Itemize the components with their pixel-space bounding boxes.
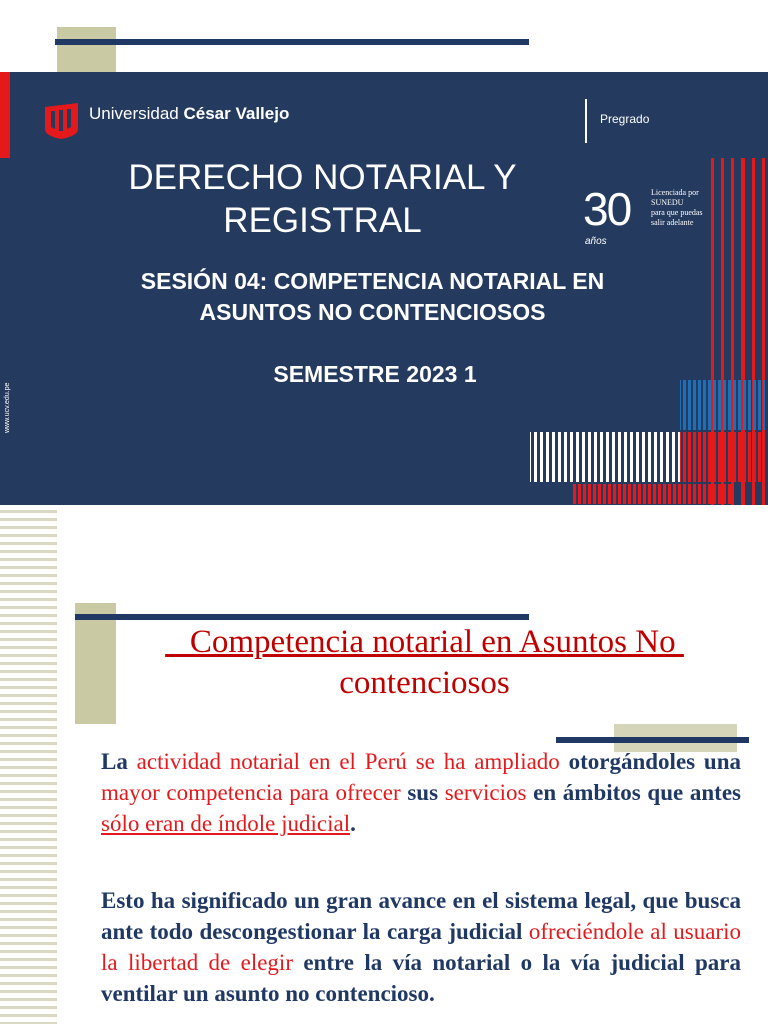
- red-edge-bar: [0, 72, 10, 158]
- session-title-line1: SESIÓN 04: COMPETENCIA NOTARIAL EN: [140, 268, 605, 294]
- license-line: para que puedas: [651, 208, 703, 217]
- highlight-text: servicios: [444, 780, 527, 805]
- slide-heading-line2: contenciosos: [339, 665, 510, 701]
- header-divider: [585, 99, 587, 143]
- ucv-logo: [45, 103, 78, 139]
- olive-accent-block: [57, 27, 116, 73]
- slide-heading-line1: Competencia notarial en Asuntos No: [165, 624, 684, 660]
- semester-label: SEMESTRE 2023 1: [273, 361, 477, 387]
- highlight-text: ofreciéndole al usuario la libertad de elegir: [101, 919, 741, 975]
- program-tag: Pregrado: [600, 112, 650, 126]
- text-run: Esto ha significado un gran avance en el sistema legal, que busca ante todo descongestionar la carga judicial: [101, 888, 741, 944]
- text-run: entre la vía notarial o la vía judicial para ventilar un asunto no contencioso.: [101, 950, 741, 1006]
- striped-side-pattern: [0, 505, 57, 1024]
- top-rule: [75, 614, 529, 620]
- underlined-highlight-text: sólo eran de índole judicial: [101, 811, 351, 836]
- paragraph-progress: [101, 885, 741, 1009]
- decorative-barcode-stripes: [528, 150, 768, 505]
- course-title: [70, 156, 575, 242]
- text-run: en ámbitos que antes: [526, 780, 741, 805]
- anniversary-word: años: [585, 236, 607, 247]
- title-slide: [0, 0, 768, 505]
- top-rule: [55, 39, 529, 45]
- highlight-text: mayor competencia para ofrecer: [101, 780, 401, 805]
- brand-regular: Universidad: [89, 104, 184, 123]
- divider-rule: [556, 737, 749, 743]
- license-line: SUNEDU: [651, 198, 684, 207]
- highlight-text: actividad notarial en el Perú se: [136, 749, 444, 774]
- anniversary-number: 30: [583, 183, 631, 235]
- course-title-line2: REGISTRAL: [223, 201, 422, 240]
- license-line: Licenciada por: [651, 188, 699, 197]
- brand-bold: César Vallejo: [183, 104, 290, 123]
- website-url: www.ucv.edu.pe: [4, 382, 11, 433]
- university-name: [89, 104, 289, 124]
- text-run: otorgándoles una: [568, 749, 742, 774]
- paragraph-activity: [101, 746, 741, 839]
- slide-heading: [82, 622, 767, 704]
- license-line: salir adelante: [651, 218, 694, 227]
- highlight-text: ha ampliado: [443, 749, 560, 774]
- text-run: .: [350, 811, 356, 836]
- text-run: sus: [400, 780, 445, 805]
- session-title-line2: ASUNTOS NO CONTENCIOSOS: [199, 299, 546, 325]
- text-run: La: [101, 749, 137, 774]
- course-title-line1: DERECHO NOTARIAL Y: [128, 158, 517, 197]
